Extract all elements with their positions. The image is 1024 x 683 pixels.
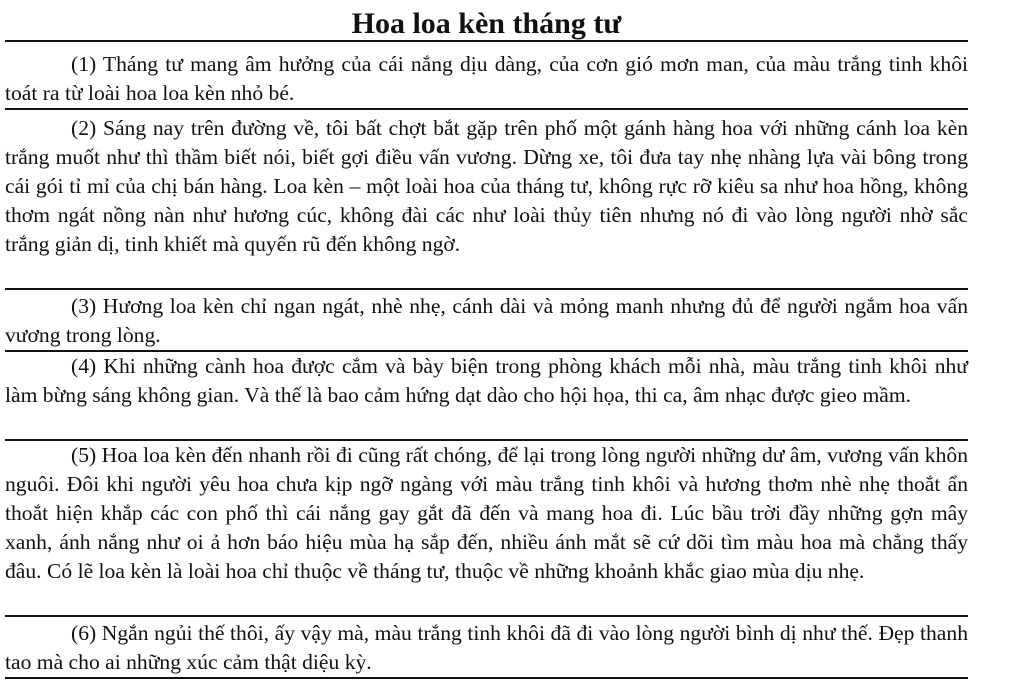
paragraph-2: (2) Sáng nay trên đường về, tôi bất chợt bắt gặp trên phố một gánh hàng hoa với những cánh loa kèn trắng muốt như thì thầm biết nói, biết gợi điều vấn vương. Dừng xe, tôi đưa tay nhẹ nhàng lựa vài bông trong cái gói tỉ mỉ của chị bán hàng. Loa kèn – một loài hoa của tháng tư, không rực rỡ kiêu sa như hoa hồng, không thơm ngát nồng nàn như hương cúc, không đài các như loài thủy tiên nhưng nó đi vào lòng người nhờ sắc trắng giản dị, tinh khiết mà quyến rũ đến không ngờ.	[5, 110, 968, 290]
paragraph-1: (1) Tháng tư mang âm hưởng của cái nắng dịu dàng, của cơn gió mơn man, của màu trắng tinh khôi toát ra từ loài hoa loa kèn nhỏ bé.	[5, 42, 968, 110]
paragraph-5: (5) Hoa loa kèn đến nhanh rồi đi cũng rất chóng, để lại trong lòng người những dư âm, vương vấn khôn nguôi. Đôi khi người yêu hoa chưa kịp ngỡ ngàng với màu trắng tinh khôi và hương thơm nhè nhẹ thoắt ẩn thoắt hiện khắp các con phố thì cái nắng gay gắt đã đến và mang hoa đi. Lúc bầu trời đầy những gợn mây xanh, ánh nắng như oi ả hơn báo hiệu mùa hạ sắp đến, nhiều ánh mắt sẽ cứ dõi tìm màu hoa mà chẳng thấy đâu. Có lẽ loa kèn là loài hoa chỉ thuộc về tháng tư, thuộc về những khoảnh khắc giao mùa dịu nhẹ.	[5, 441, 968, 617]
document-title: Hoa loa kèn tháng tư	[5, 0, 968, 42]
paragraph-4: (4) Khi những cành hoa được cắm và bày biện trong phòng khách mỗi nhà, màu trắng tinh khôi như làm bừng sáng không gian. Và thế là bao cảm hứng dạt dào cho hội họa, thi ca, âm nhạc được gieo mầm.	[5, 352, 968, 441]
paragraph-3: (3) Hương loa kèn chỉ ngan ngát, nhè nhẹ, cánh dài và mỏng manh nhưng đủ để người ngắm hoa vấn vương trong lòng.	[5, 290, 968, 352]
paragraph-6: (6) Ngắn ngủi thế thôi, ấy vậy mà, màu trắng tinh khôi đã đi vào lòng người bình dị như thế. Đẹp thanh tao mà cho ai những xúc cảm thật diệu kỳ.	[5, 617, 968, 679]
document-page	[5, 0, 968, 683]
